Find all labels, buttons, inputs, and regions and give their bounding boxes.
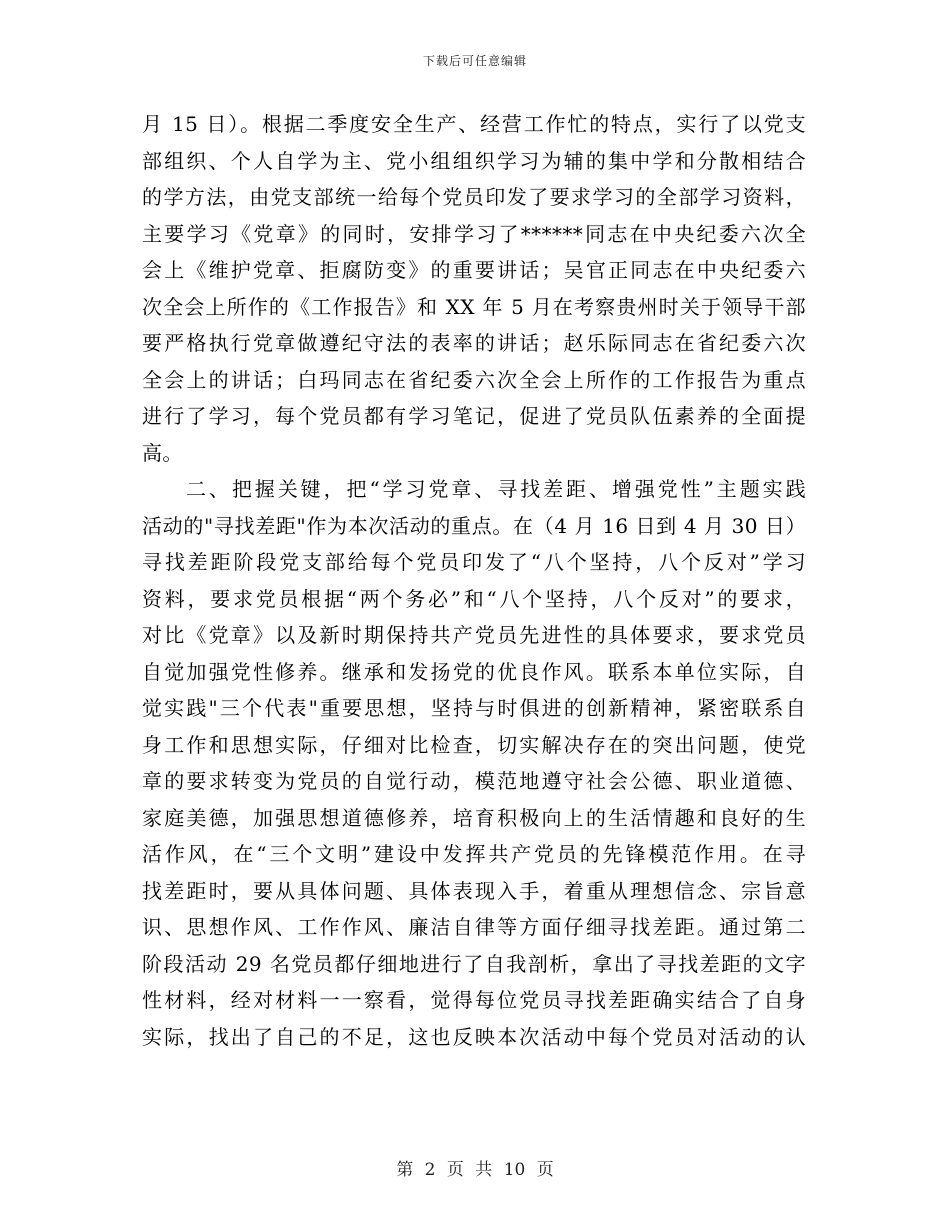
text-line: 活动的"寻找差距"作为本次活动的重点。在（4 月 16 日到 4 月 30 日） [142, 513, 806, 538]
text-line: 觉实践"三个代表"重要思想，坚持与时俱进的创新精神，紧密联系自 [142, 696, 806, 720]
text-line: 月 15 日）。根据二季度安全生产、经营工作忙的特点，实行了以党支 [142, 112, 806, 136]
text-line: 对比《党章》以及新时期保持共产党员先进性的具体要求，要求党员 [142, 623, 806, 647]
text-line: 阶段活动 29 名党员都仔细地进行了自我剖析，拿出了寻找差距的文字 [142, 951, 806, 976]
text-line: 实际，找出了自己的不足，这也反映本次活动中每个党员对活动的认 [142, 1024, 806, 1049]
text-line: 性材料，经对材料一一察看，觉得每位党员寻找差距确实结合了自身 [142, 988, 806, 1012]
text-line: 高。 [142, 440, 183, 465]
text-line: 识、思想作风、工作作风、廉洁自律等方面仔细寻找差距。通过第二 [142, 915, 806, 939]
text-line: 要严格执行党章做遵纪守法的表率的讲话；赵乐际同志在省纪委六次 [142, 331, 806, 355]
text-line: 活作风，在“三个文明”建设中发挥共产党员的先锋模范作用。在寻 [142, 842, 806, 866]
page-footer: 第 2 页 共 10 页 [396, 1160, 554, 1180]
text-line: 找差距时，要从具体问题、具体表现入手，着重从理想信念、宗旨意 [142, 878, 806, 903]
paragraph-1 [142, 106, 806, 471]
document-body [142, 106, 806, 1055]
text-line: 进行了学习，每个党员都有学习笔记，促进了党员队伍素养的全面提 [142, 404, 806, 428]
text-line: 二、把握关键，把“学习党章、寻找差距、增强党性”主题实践 [186, 477, 806, 501]
text-line: 资料，要求党员根据“两个务必”和“八个坚持，八个反对”的要求， [142, 586, 806, 611]
text-line: 次全会上所作的《工作报告》和 XX 年 5 月在考察贵州时关于领导干部 [142, 294, 806, 319]
text-line: 身工作和思想实际，仔细对比检查，切实解决存在的突出问题，使党 [142, 732, 806, 757]
paragraph-2 [142, 471, 806, 1055]
text-line: 的学方法，由党支部统一给每个党员印发了要求学习的全部学习资料， [142, 185, 806, 209]
text-line: 寻找差距阶段党支部给每个党员印发了“八个坚持，八个反对”学习 [142, 550, 806, 574]
text-line: 章的要求转变为党员的自觉行动，模范地遵守社会公德、职业道德、 [142, 769, 806, 793]
text-line: 自觉加强党性修养。继承和发扬党的优良作风。联系本单位实际，自 [142, 659, 806, 684]
text-line: 全会上的讲话；白玛同志在省纪委六次全会上所作的工作报告为重点 [142, 367, 806, 392]
text-line: 家庭美德，加强思想道德修养，培育积极向上的生活情趣和良好的生 [142, 805, 806, 830]
text-line: 会上《维护党章、拒腐防变》的重要讲话；吴官正同志在中央纪委六 [142, 258, 806, 282]
page-header: 下载后可任意编辑 [422, 54, 527, 68]
text-line: 部组织、个人自学为主、党小组组织学习为辅的集中学和分散相结合 [142, 148, 806, 173]
text-line: 主要学习《党章》的同时，安排学习了******同志在中央纪委六次全 [142, 221, 806, 246]
